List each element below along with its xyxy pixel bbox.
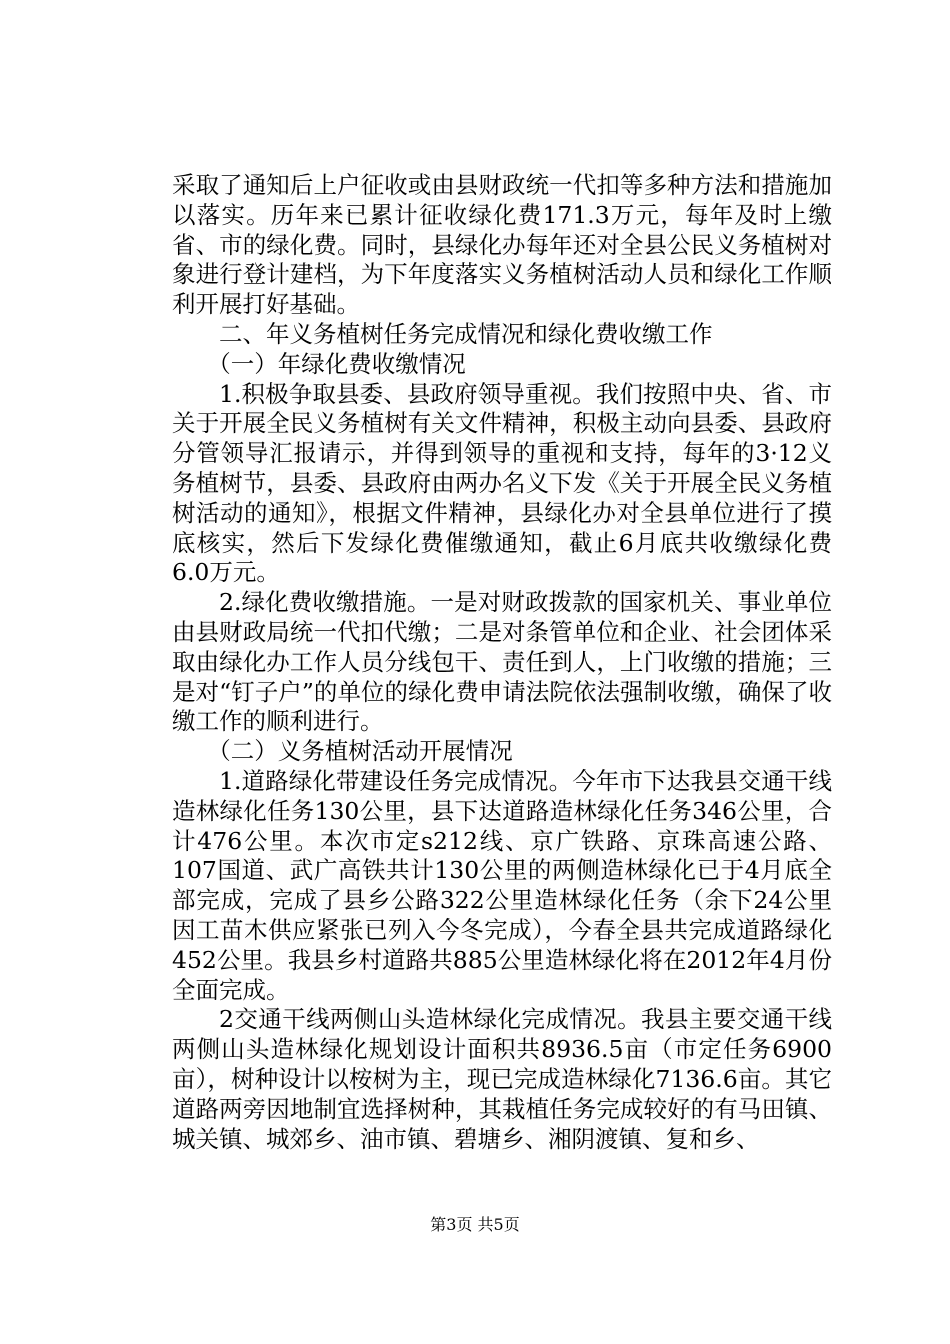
- subsection-heading-2: （二）义务植树活动开展情况: [207, 737, 513, 766]
- paragraph-fee-measures: 2.绿化费收缴措施。一是对财政拨款的国家机关、事业单位由县财政局统一代扣代缴；二是对条管单位和企业、社会团体采取由绿化办工作人员分线包干、责任到人，上门收缴的措施；三是对“钉子户”的单位的绿化费申请法院依法强制收缴，确保了收缴工作的顺利进行。: [172, 588, 832, 736]
- paragraph-hill-greening: 2交通干线两侧山头造林绿化完成情况。我县主要交通干线两侧山头造林绿化规划设计面积共8936.5亩（市定任务6900亩），树种设计以桉树为主，现已完成造林绿化7136.6亩。其它道路两旁因地制宜选择树种，其栽植任务完成较好的有马田镇、城关镇、城郊乡、油市镇、碧塘乡、湘阴渡镇、复和乡、: [172, 1005, 832, 1153]
- paragraph-leadership: 1.积极争取县委、县政府领导重视。我们按照中央、省、市关于开展全民义务植树有关文件精神，积极主动向县委、县政府分管领导汇报请示，并得到领导的重视和支持，每年的3·12义务植树节，县委、县政府由两办名义下发《关于开展全民义务植树活动的通知》，根据文件精神，县绿化办对全县单位进行了摸底核实，然后下发绿化费催缴通知，截止6月底共收缴绿化费6.0万元。: [172, 379, 832, 587]
- subsection-heading-1: （一）年绿化费收缴情况: [207, 349, 466, 378]
- paragraph-continuation: 采取了通知后上户征收或由县财政统一代扣等多种方法和措施加以落实。历年来已累计征收绿化费171.3万元，每年及时上缴省、市的绿化费。同时，县绿化办每年还对全县公民义务植树对象进行登计建档，为下年度落实义务植树活动人员和绿化工作顺利开展打好基础。: [172, 171, 832, 319]
- page-footer: 第3页 共5页: [430, 1215, 520, 1234]
- paragraph-road-greening: 1.道路绿化带建设任务完成情况。今年市下达我县交通干线造林绿化任务130公里，县下达道路造林绿化任务346公里，合计476公里。本次市定s212线、京广铁路、京珠高速公路、107国道、武广高铁共计130公里的两侧造林绿化已于4月底全部完成，完成了县乡公路322公里造林绿化任务（余下24公里因工苗木供应紧张已列入今冬完成），今春全县共完成道路绿化452公里。我县乡村道路共885公里造林绿化将在2012年4月份全面完成。: [172, 766, 832, 1004]
- section-heading: 二、年义务植树任务完成情况和绿化费收缴工作: [219, 319, 713, 348]
- document-body: [172, 171, 832, 1154]
